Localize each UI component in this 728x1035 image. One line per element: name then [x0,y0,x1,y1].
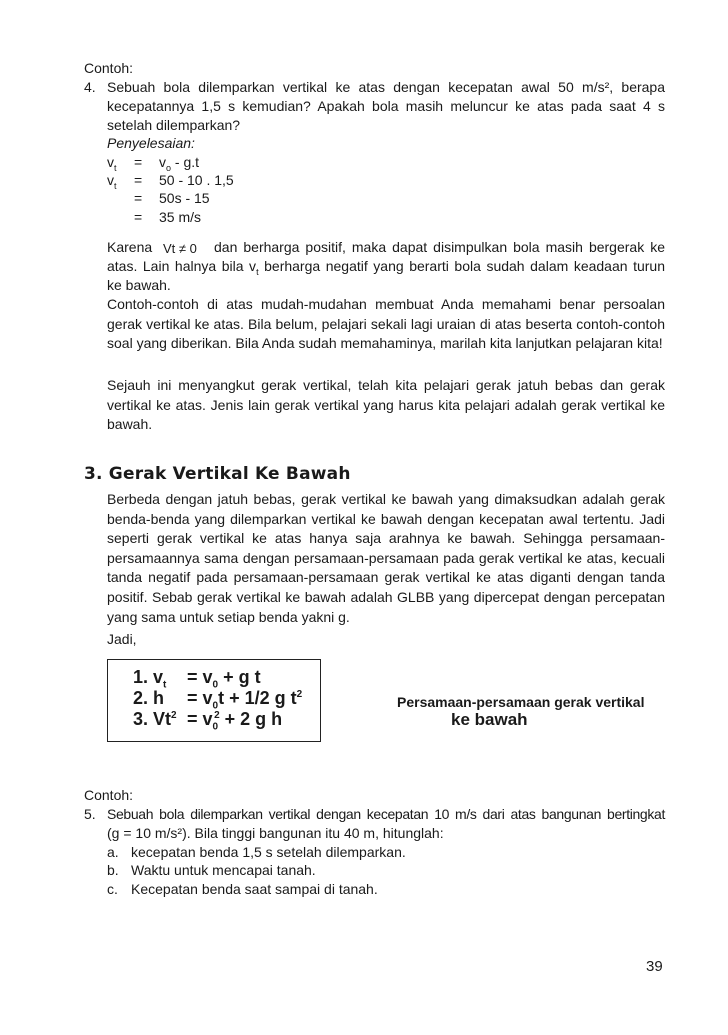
karena-label: Karena [107,239,153,255]
list-item: a. kecepatan benda 1,5 s setelah dilemparkan. [107,844,406,860]
solution-label: Penyelesaian: [107,135,195,151]
paragraph: Contoh-contoh di atas mudah-mudahan membuat Anda memahami benar persoalan gerak vertikal ke atas. Bila belum, pelajari sekali lagi uraian di atas beserta contoh-contoh soal yang diberikan. Bila Anda sudah memahaminya, marilah kita lanjutkan pelajaran kita! [107,296,665,352]
example-question-line: (g = 10 m/s²). Bila tinggi bangunan itu 40 m, hitunglah: [107,825,444,841]
formula-caption: ke bawah [451,710,528,729]
example-heading: Contoh: [84,60,134,76]
formula-rhs: = $v_0 + g$ t [187,667,261,691]
example-question-line: Sebuah bola dilemparkan vertikal ke atas dengan kecepatan awal 50 m/s², berapa [107,79,665,95]
calc-line: $v_t = v_o - g.t$ [107,154,200,173]
calc-line: = 50s - 15 [134,190,210,206]
example-question-line: setelah dilemparkan? [107,117,241,133]
section-heading: 3. Gerak Vertikal Ke Bawah [84,464,351,484]
page-number: 39 [646,958,663,975]
paragraph-line: dan berharga positif, maka dapat disimpulkan bola masih bergerak ke [214,239,665,255]
calc-line: = 35 m/s [134,209,202,225]
paragraph-line: ke bawah. [107,277,171,293]
formula-rhs: = $v_0t + 1/2$ g $t^2$ [187,688,303,712]
karena-expression: Vt ≠ 0 [163,241,197,256]
calc-line: $v_t = 50 - 10$ . 1,5 [107,172,234,191]
formula-caption: Persamaan-persamaan gerak vertikal [397,694,645,710]
list-item: c. Kecepatan benda saat sampai di tanah. [107,881,378,897]
paragraph: Sejauh ini menyangkut gerak vertikal, telah kita pelajari gerak jatuh bebas dan gerak vertikal ke atas. Jenis lain gerak vertikal yang harus kita pelajari adalah gerak vertikal ke bawah. [107,377,665,433]
formula-line: 2. h [133,688,165,708]
jadi-label: Jadi, [107,631,137,647]
paragraph-line: atas. Lain halnya bila $v_t$ berharga negatif yang berarti bola sudah dalam keadaan turun [107,258,665,277]
example-question-line: kecepatannya 1,5 s kemudian? Apakah bola masih meluncur ke atas pada saat 4 s [107,98,665,114]
formula-line: 3. Vt$^2$ [133,709,177,729]
example-question-line: Sebuah bola dilemparkan vertikal dengan kecepatan 10 m/s dari atas bangunan bertingkat [107,806,665,822]
list-item: b. Waktu untuk mencapai tanah. [107,862,316,878]
formula-line: 1. $v_t$ [133,667,167,691]
example-heading: Contoh: [84,787,134,803]
example-number: 5. [84,806,96,822]
example-number: 4. [84,79,96,95]
formula-rhs: = $v_0^2 + 2$ g h [187,709,283,733]
section-body: Berbeda dengan jatuh bebas, gerak vertikal ke bawah yang dimaksudkan adalah gerak benda-benda yang dilemparkan vertikal ke bawah dengan kecepatan awal tertentu. Jadi seperti gerak vertikal ke atas hanya saja arahnya ke bawah. Sehingga persamaan-persamaannya sama dengan persamaan-persamaan pada gerak vertikal ke atas, kecuali tanda negatif pada persamaan-persamaan gerak vertikal ke atas diganti dengan tanda positif. Sebab gerak vertikal ke bawah adalah GLBB yang dipercepat dengan percepatan yang sama untuk setiap benda yakni g. [107,491,665,625]
